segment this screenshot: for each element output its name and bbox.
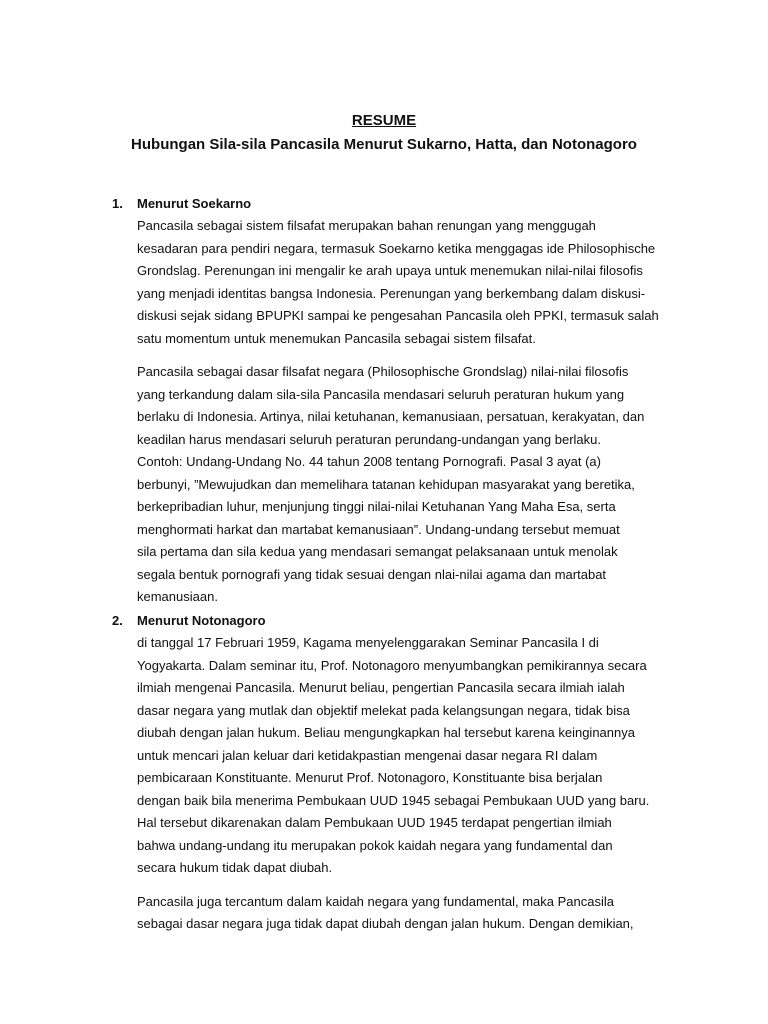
paragraph-gap: [137, 350, 692, 361]
section-body: [137, 632, 692, 936]
text-line: sila pertama dan sila kedua yang mendasari semangat pelaksanaan untuk menolak: [137, 544, 618, 559]
paragraph: [137, 891, 692, 936]
text-line: berkepribadian luhur, menjunjung tinggi nilai-nilai Ketuhanan Yang Maha Esa, serta: [137, 499, 616, 514]
text-line: secara hukum tidak dapat diubah.: [137, 860, 333, 875]
text-line: pembicaraan Konstituante. Menurut Prof. Notonagoro, Konstituante bisa berjalan: [137, 770, 603, 785]
section-notonagoro: [112, 610, 692, 936]
paragraph-gap: [137, 880, 692, 891]
document-subtitle: Hubungan Sila-sila Pancasila Menurut Sukarno, Hatta, dan Notonagoro: [131, 136, 637, 153]
document-title: RESUME: [351, 112, 417, 129]
paragraph: [137, 632, 692, 880]
text-line: Grondslag. Perenungan ini mengalir ke arah upaya untuk menemukan nilai-nilai filosofis: [137, 263, 643, 278]
text-line: kemanusiaan.: [137, 589, 218, 604]
text-line: segala bentuk pornografi yang tidak sesuai dengan nlai-nilai agama dan martabat: [137, 566, 607, 582]
section-title: Menurut Notonagoro: [137, 613, 266, 628]
text-line: keadilan harus mendasari seluruh peraturan perundang-undangan yang berlaku.: [137, 431, 601, 447]
text-line: Pancasila juga tercantum dalam kaidah negara yang fundamental, maka Pancasila: [137, 893, 614, 909]
text-line: yang terkandung dalam sila-sila Pancasila mendasari seluruh peraturan hukum yang: [137, 386, 625, 402]
paragraph: [137, 215, 692, 350]
text-line: kesadaran para pendiri negara, termasuk Soekarno ketika menggagas ide Philosophische: [137, 240, 656, 256]
text-line: berbunyi, ”Mewujudkan dan memelihara tatanan kehidupan masyarakat yang beretika,: [137, 476, 635, 492]
section-title: Menurut Soekarno: [137, 196, 252, 211]
text-line: Hal tersebut dikarenakan dalam Pembukaan UUD 1945 terdapat pengertian ilmiah: [137, 815, 612, 830]
text-line: menghormati harkat dan martabat kemanusiaan”. Undang-undang tersebut memuat: [137, 521, 620, 537]
section-heading: [112, 193, 692, 215]
text-line: sebagai dasar negara juga tidak dapat diubah dengan jalan hukum. Dengan demikian,: [137, 916, 634, 931]
section-soekarno: [112, 193, 692, 609]
section-number: 1.: [112, 196, 123, 211]
text-line: diskusi sejak sidang BPUPKI sampai ke pengesahan Pancasila oleh PPKI, termasuk salah: [137, 308, 659, 323]
text-line: di tanggal 17 Februari 1959, Kagama menyelenggarakan Seminar Pancasila I di: [137, 635, 599, 650]
text-line: yang menjadi identitas bangsa Indonesia. Perenungan yang berkembang dalam diskusi-: [137, 285, 646, 301]
text-line: ilmiah mengenai Pancasila. Menurut beliau, pengertian Pancasila secara ilmiah ialah: [137, 680, 625, 695]
section-body: [137, 215, 692, 609]
text-line: bahwa undang-undang itu merupakan pokok kaidah negara yang fundamental dan: [137, 837, 613, 853]
text-line: berlaku di Indonesia. Artinya, nilai ketuhanan, kemanusiaan, persatuan, kerakyatan, dan: [137, 409, 645, 424]
section-number: 2.: [112, 613, 123, 628]
paragraph: [137, 361, 692, 609]
text-line: Pancasila sebagai dasar filsafat negara (Philosophische Grondslag) nilai-nilai filosofis: [137, 364, 629, 379]
text-line: diubah dengan jalan hukum. Beliau mengungkapkan hal tersebut karena keinginannya: [137, 725, 635, 740]
section-heading: [112, 610, 692, 632]
text-line: untuk mencari jalan keluar dari ketidakpastian mengenai dasar negara RI dalam: [137, 747, 598, 763]
text-line: Pancasila sebagai sistem filsafat merupakan bahan renungan yang menggugah: [137, 218, 596, 233]
text-line: dasar negara yang mutlak dan objektif melekat pada kelangsungan negara, tidak bisa: [137, 702, 630, 718]
text-line: Contoh: Undang-Undang No. 44 tahun 2008 tentang Pornografi. Pasal 3 ayat (a): [137, 454, 601, 469]
text-line: dengan baik bila menerima Pembukaan UUD 1945 sebagai Pembukaan UUD yang baru.: [137, 792, 650, 808]
text-line: Yogyakarta. Dalam seminar itu, Prof. Notonagoro menyumbangkan pemikirannya secara: [137, 657, 647, 673]
text-line: satu momentum untuk menemukan Pancasila sebagai sistem filsafat.: [137, 330, 536, 346]
